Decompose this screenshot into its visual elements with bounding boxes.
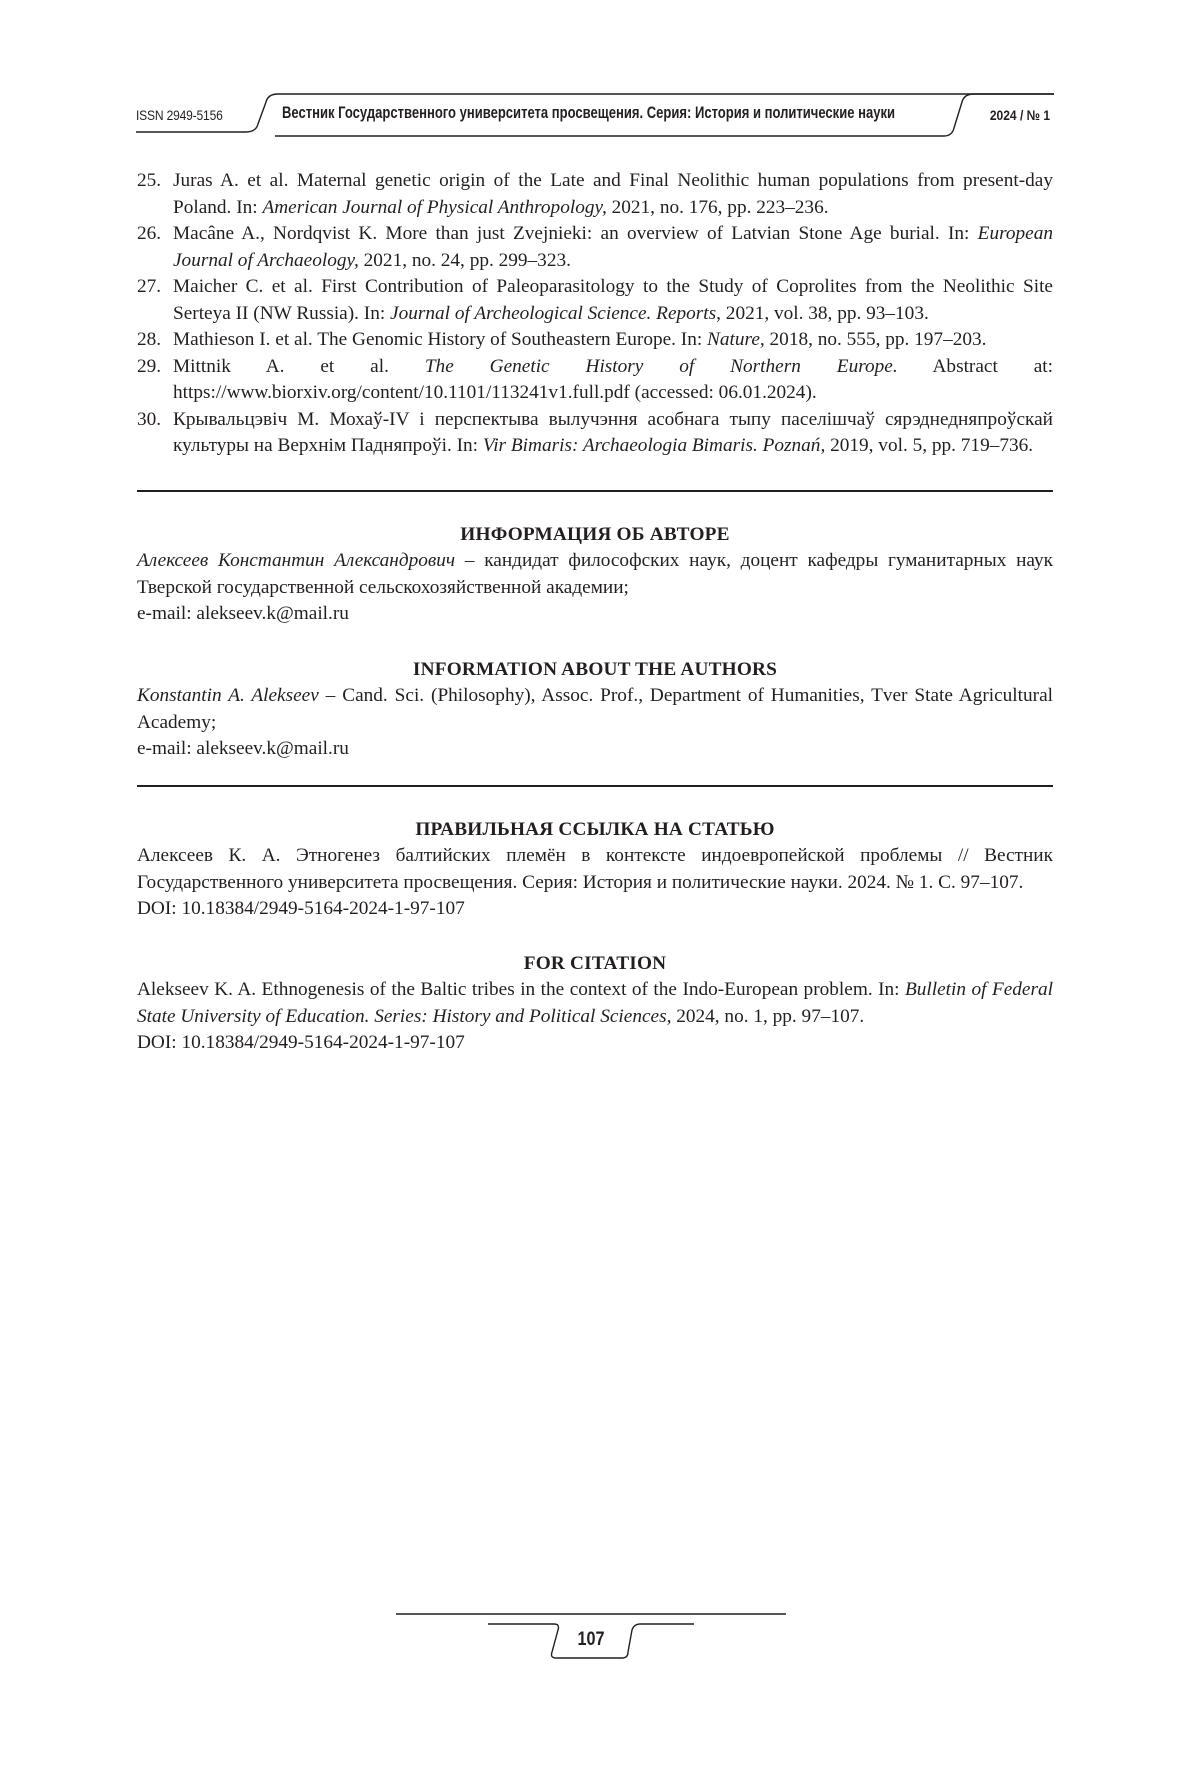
author-email-en: e-mail: alekseev.k@mail.ru: [137, 738, 349, 759]
citation-en-details: 2024, no. 1, pp. 97–107.: [671, 1005, 865, 1027]
section-divider: [137, 785, 1053, 787]
reference-text: [173, 276, 1053, 324]
citation-en-heading: FOR CITATION: [523, 952, 667, 974]
page-footer: [396, 1612, 786, 1662]
reference-number: 27.: [137, 276, 162, 297]
citation-ru-doi: DOI: 10.18384/2949-5164-2024-1-97-107: [137, 898, 465, 919]
reference-source: Vir Bimaris: Archaeologia Bimaris. Poznań,: [482, 435, 826, 456]
reference-body: Mittnik A. et al.: [173, 355, 425, 377]
issn: ISSN 2949-5156: [136, 107, 223, 123]
reference-details: 2021, no. 24, pp. 299–323.: [358, 249, 571, 271]
author-description-en: – Cand. Sci. (Philosophy), Assoc. Prof., Department of Humanities, Tver State Agricultural Academy;: [137, 685, 1053, 733]
page-number: 107: [577, 1629, 605, 1650]
reference-number: 26.: [137, 223, 162, 244]
reference-text: [173, 356, 1053, 404]
reference-item: [137, 327, 1053, 354]
section-divider: [137, 490, 1053, 492]
reference-source: American Journal of Physical Anthropology,: [262, 196, 607, 218]
issue-number: 2024 / № 1: [989, 107, 1050, 123]
reference-number: 30.: [137, 408, 162, 430]
reference-body: Juras A. et al. Maternal genetic origin of the Late and Final Neolithic human populations from present-day Poland. In:: [173, 170, 1053, 218]
reference-details: 2019, vol. 5, pp. 719–736.: [825, 435, 1034, 456]
reference-source: European Journal of Archaeology,: [173, 223, 1053, 271]
citation-en: [137, 951, 1053, 1057]
citation-ru: [137, 817, 1053, 923]
reference-details: , 2021, vol. 38, pp. 93–103.: [716, 302, 929, 324]
reference-item: [137, 221, 1053, 274]
reference-item: [137, 274, 1053, 327]
citation-ru-heading: ПРАВИЛЬНАЯ ССЫЛКА НА СТАТЬЮ: [415, 818, 775, 840]
reference-details: 2021, no. 176, pp. 223–236.: [606, 196, 829, 218]
citation-en-text: [137, 977, 1053, 1030]
reference-item: [137, 168, 1053, 221]
author-info-en-text: [137, 683, 1053, 736]
citation-en-source: Bulletin of Federal State University of Education. Series: History and Political Sciences,: [137, 979, 1053, 1027]
reference-number: 28.: [137, 329, 162, 350]
reference-text: [173, 329, 986, 350]
reference-body: Macâne A., Nordqvist K. More than just Zvejnieki: an overview of Latvian Stone Age burial. In:: [173, 223, 978, 244]
reference-source: The Genetic History of Northern Europe.: [424, 355, 898, 377]
reference-list: [137, 168, 1053, 460]
citation-en-body: Alekseev K. A. Ethnogenesis of the Baltic tribes in the context of the Indo-European problem. In:: [137, 979, 905, 1000]
reference-item: [137, 407, 1053, 460]
author-name-ru: Алексеев Константин Александрович: [137, 550, 456, 571]
author-info-ru-heading: ИНФОРМАЦИЯ ОБ АВТОРЕ: [460, 523, 730, 545]
author-description-ru: – кандидат философских наук, доцент кафедры гуманитарных наук Тверской государственной сельскохозяйственной академии;: [137, 550, 1053, 598]
reference-number: 29.: [137, 355, 162, 377]
reference-body: Maicher C. et al. First Contribution of Paleoparasitology to the Study of Coprolites from the Neolithic Site Serteya II (NW Russia). In:: [173, 276, 1053, 324]
citation-en-doi: DOI: 10.18384/2949-5164-2024-1-97-107: [137, 1032, 465, 1053]
reference-details: Abstract at: https://www.biorxiv.org/content/10.1101/113241v1.full.pdf (accessed: 06.01.2024).: [173, 355, 1053, 403]
reference-body: Крывальцэвіч М. Мохаў-IV і перспектыва вылучэння асобнага тыпу паселішчаў сярэднедняпроўскай культуры на Верхнім Падняпроўі. In:: [173, 408, 1053, 456]
reference-item: [137, 354, 1053, 407]
reference-text: [173, 170, 1053, 218]
reference-number: 25.: [137, 170, 162, 191]
reference-source: Journal of Archeological Science. Reports: [390, 302, 717, 324]
author-email-ru: e-mail: alekseev.k@mail.ru: [137, 603, 349, 624]
reference-body: Mathieson I. et al. The Genomic History of Southeastern Europe. In:: [173, 329, 708, 350]
author-info-ru-text: [137, 548, 1053, 601]
reference-text: [173, 409, 1053, 457]
reference-details: 2018, no. 555, pp. 197–203.: [764, 329, 987, 350]
reference-text: [173, 223, 1053, 271]
author-info-ru: [137, 522, 1053, 628]
author-name-en: Konstantin A. Alekseev: [137, 685, 319, 706]
author-info-en: [137, 657, 1053, 763]
running-header: [136, 92, 1054, 140]
journal-title: Вестник Государственного университета просвещения. Серия: История и политические науки: [282, 104, 895, 122]
reference-source: Nature,: [707, 329, 765, 350]
citation-ru-text: Алексеев К. А. Этногенез балтийских племён в контексте индоевропейской проблемы // Вестник Государственного университета просвещения. Серия: История и политические науки. 2024. № 1. С. 97–107.: [137, 845, 1053, 893]
main-content: [137, 168, 1053, 1057]
author-info-en-heading: INFORMATION ABOUT THE AUTHORS: [412, 658, 778, 680]
